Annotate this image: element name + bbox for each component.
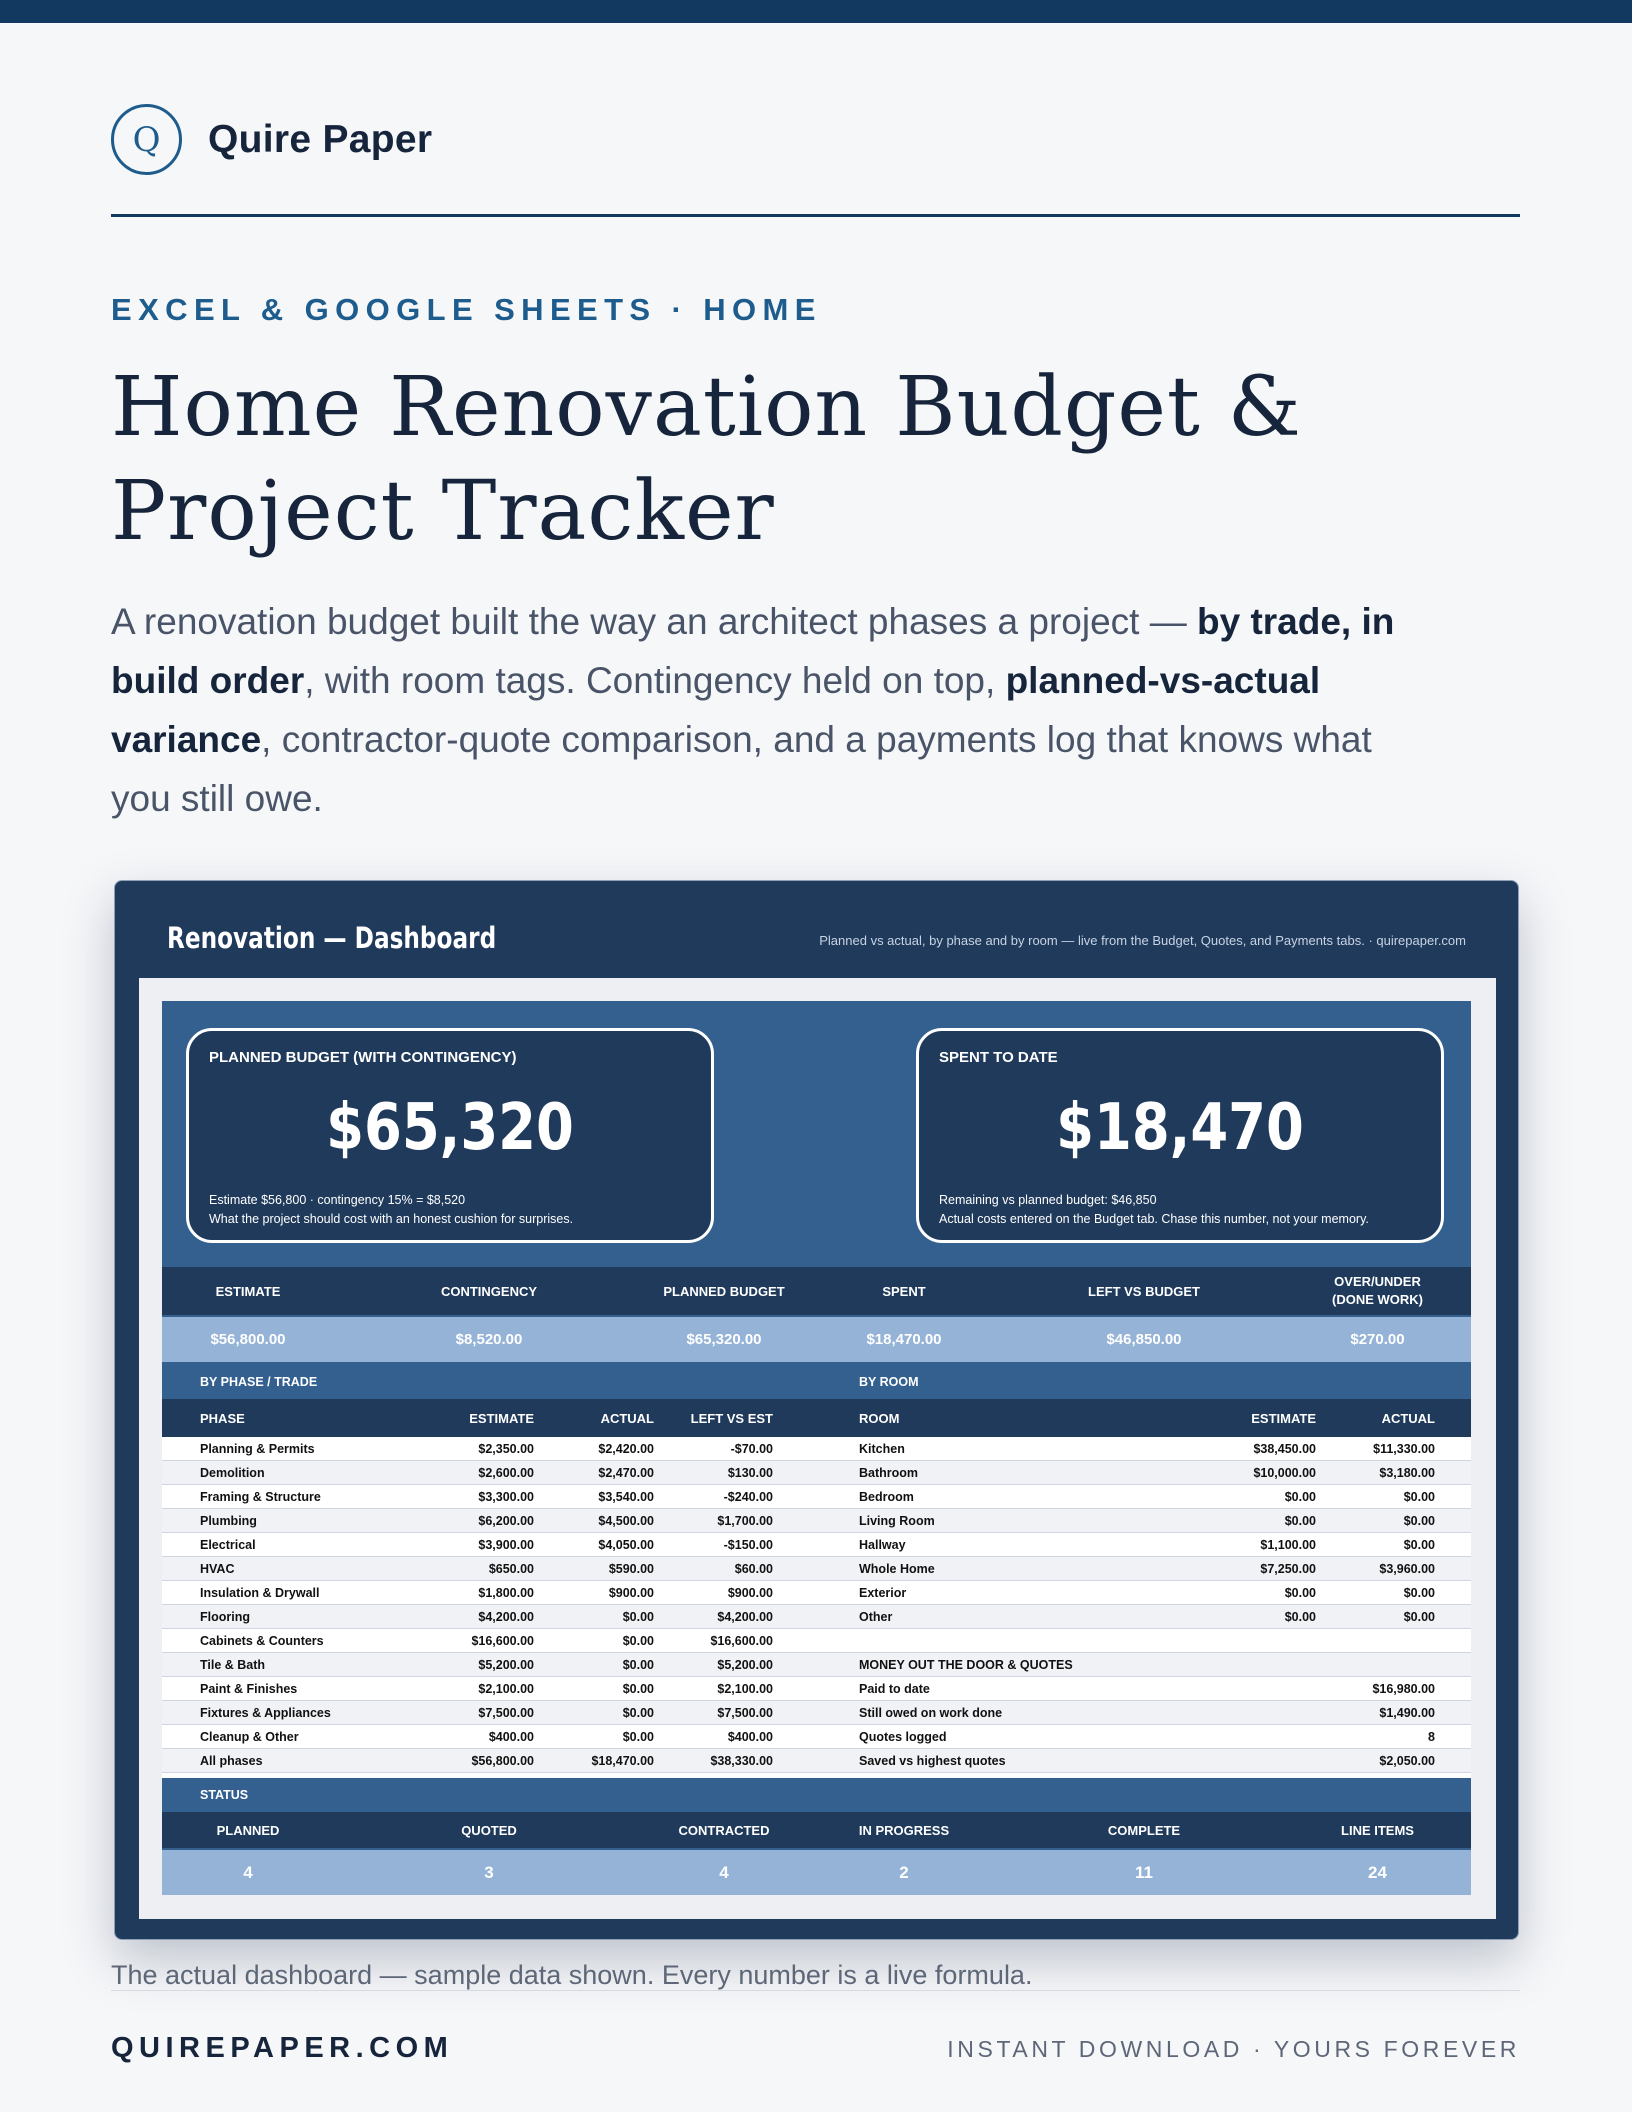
- planned-budget-label: PLANNED BUDGET (WITH CONTINGENCY): [209, 1049, 517, 1066]
- brand-name: Quire Paper: [208, 117, 433, 161]
- col-room-estimate: ESTIMATE: [1251, 1410, 1316, 1426]
- phase-estimate: $6,200.00: [478, 1514, 534, 1528]
- room-name: Living Room: [859, 1514, 935, 1528]
- status-header-row: [162, 1812, 1471, 1848]
- summary-value: $46,850.00: [1106, 1331, 1182, 1348]
- room-estimate: $1,100.00: [1260, 1538, 1316, 1552]
- status-value: 4: [243, 1862, 253, 1882]
- dashboard-screenshot: [114, 880, 1519, 1940]
- summary-value-row: [162, 1317, 1471, 1362]
- dashboard-subtitle: Planned vs actual, by phase and by room — live from the Budget, Quotes, and Payments tabs. · quirepaper.com: [819, 933, 1466, 948]
- phase-name: Planning & Permits: [200, 1442, 315, 1456]
- summary-header-over-under: [1284, 1273, 1471, 1309]
- room-actual: $0.00: [1403, 1538, 1435, 1552]
- table-row: [162, 1533, 1471, 1557]
- phase-actual: $18,470.00: [591, 1754, 654, 1768]
- phase-left-vs-est: -$240.00: [723, 1490, 773, 1504]
- table-row: [162, 1509, 1471, 1533]
- room-estimate: $0.00: [1284, 1586, 1316, 1600]
- phase-estimate: $16,600.00: [471, 1634, 534, 1648]
- summary-header: ESTIMATE: [215, 1283, 281, 1299]
- lede: [111, 592, 1421, 828]
- spent-card: [916, 1028, 1444, 1243]
- eyebrow: EXCEL & GOOGLE SHEETS · HOME: [111, 292, 822, 327]
- spent-note-1: Remaining vs planned budget: $46,850: [939, 1193, 1157, 1207]
- status-value: 11: [1135, 1862, 1153, 1882]
- phase-actual: $900.00: [608, 1586, 654, 1600]
- phase-actual: $0.00: [622, 1730, 654, 1744]
- phase-actual: $0.00: [622, 1706, 654, 1720]
- money-label: Quotes logged: [859, 1730, 947, 1744]
- summary-header: CONTINGENCY: [440, 1283, 538, 1299]
- col-room: ROOM: [859, 1410, 900, 1426]
- room-name: Exterior: [859, 1586, 907, 1600]
- phase-name: Insulation & Drywall: [200, 1586, 320, 1600]
- table-row: [162, 1653, 1471, 1677]
- money-value: $2,050.00: [1379, 1754, 1435, 1768]
- header-rule: [111, 214, 1520, 217]
- room-estimate: $0.00: [1284, 1610, 1316, 1624]
- title-line-2: Project Tracker: [111, 464, 775, 559]
- phase-actual: $2,470.00: [598, 1466, 654, 1480]
- footer-site-link[interactable]: QUIREPAPER.COM: [111, 2032, 454, 2064]
- phase-actual: $2,420.00: [598, 1442, 654, 1456]
- summary-value: $270.00: [1350, 1331, 1405, 1348]
- room-actual: $3,960.00: [1379, 1562, 1435, 1576]
- room-actual: $0.00: [1403, 1490, 1435, 1504]
- status-value-row: [162, 1850, 1471, 1895]
- phase-name: Demolition: [200, 1466, 265, 1480]
- table-row: [162, 1557, 1471, 1581]
- phase-estimate: $1,800.00: [478, 1586, 534, 1600]
- summary-header: SPENT: [882, 1283, 926, 1299]
- phase-name: Cabinets & Counters: [200, 1634, 324, 1648]
- money-label: Paid to date: [859, 1682, 930, 1696]
- spent-label: SPENT TO DATE: [939, 1049, 1058, 1066]
- phase-left-vs-est: -$150.00: [723, 1538, 773, 1552]
- phase-name: Flooring: [200, 1610, 250, 1624]
- phase-left-vs-est: $1,700.00: [717, 1514, 773, 1528]
- phase-actual: $0.00: [622, 1610, 654, 1624]
- lede-text-2: , with room tags. Contingency held on top,: [304, 660, 1006, 701]
- phase-left-vs-est: $38,330.00: [710, 1754, 773, 1768]
- page-title: [111, 356, 1411, 564]
- money-label: Saved vs highest quotes: [859, 1754, 1006, 1768]
- phase-name: Paint & Finishes: [200, 1682, 298, 1696]
- room-actual: $0.00: [1403, 1586, 1435, 1600]
- phase-name: Fixtures & Appliances: [200, 1706, 331, 1720]
- status-header: IN PROGRESS: [858, 1822, 950, 1838]
- status-header: PLANNED: [216, 1822, 280, 1838]
- summary-header-line-2: (DONE WORK): [1332, 1292, 1423, 1307]
- col-phase-estimate: ESTIMATE: [469, 1410, 534, 1426]
- room-actual: $0.00: [1403, 1610, 1435, 1624]
- phase-left-vs-est: $2,100.00: [717, 1682, 773, 1696]
- status-header: QUOTED: [461, 1822, 517, 1838]
- status-header: COMPLETE: [1107, 1822, 1181, 1838]
- phase-actual: $3,540.00: [598, 1490, 654, 1504]
- planned-budget-card: [186, 1028, 714, 1243]
- money-value: $1,490.00: [1379, 1706, 1435, 1720]
- room-actual: $3,180.00: [1379, 1466, 1435, 1480]
- status-value: 24: [1368, 1862, 1387, 1882]
- planned-budget-note-2: What the project should cost with an honest cushion for surprises.: [209, 1212, 574, 1226]
- col-phase: PHASE: [200, 1410, 245, 1426]
- phase-estimate: $2,100.00: [478, 1682, 534, 1696]
- table-row: [162, 1461, 1471, 1485]
- detail-table: [162, 1437, 1471, 1778]
- phase-estimate: $5,200.00: [478, 1658, 534, 1672]
- phase-estimate: $3,300.00: [478, 1490, 534, 1504]
- status-label: STATUS: [200, 1788, 249, 1802]
- phase-actual: $0.00: [622, 1658, 654, 1672]
- phase-name: All phases: [200, 1754, 263, 1768]
- top-accent-bar: [0, 0, 1632, 23]
- sheet-area: [139, 978, 1496, 1919]
- table-row: [162, 1437, 1471, 1461]
- room-actual: $11,330.00: [1373, 1442, 1435, 1456]
- room-actual: $0.00: [1403, 1514, 1435, 1528]
- summary-header: PLANNED BUDGET: [663, 1283, 785, 1299]
- status-header: LINE ITEMS: [1341, 1822, 1414, 1838]
- lede-text-3: , contractor-quote comparison, and a payments log that knows what you still owe.: [111, 719, 1372, 819]
- table-row: [162, 1581, 1471, 1605]
- status-header: CONTRACTED: [678, 1822, 770, 1838]
- phase-left-vs-est: $900.00: [727, 1586, 773, 1600]
- summary-header-line-1: OVER/UNDER: [1334, 1274, 1421, 1289]
- table-header-row: [162, 1399, 1471, 1437]
- q-logo-icon: Q: [111, 104, 182, 175]
- room-estimate: $7,250.00: [1260, 1562, 1316, 1576]
- phase-actual: $0.00: [622, 1634, 654, 1648]
- room-name: Other: [859, 1610, 893, 1624]
- lede-bold-1: by trade, in build order: [111, 601, 1395, 701]
- phase-name: HVAC: [200, 1562, 235, 1576]
- phase-actual: $4,050.00: [598, 1538, 654, 1552]
- by-phase-label: BY PHASE / TRADE: [200, 1375, 318, 1389]
- summary-header: LEFT VS BUDGET: [1088, 1283, 1200, 1299]
- planned-budget-note-1: Estimate $56,800 · contingency 15% = $8,520: [209, 1193, 466, 1207]
- summary-value: $18,470.00: [866, 1331, 942, 1348]
- money-label: Still owed on work done: [859, 1706, 1003, 1720]
- caption: The actual dashboard — sample data shown. Every number is a live formula.: [111, 1960, 1033, 1990]
- col-phase-actual: ACTUAL: [600, 1410, 654, 1426]
- money-section-label: MONEY OUT THE DOOR & QUOTES: [859, 1658, 1073, 1672]
- table-row: [162, 1677, 1471, 1701]
- spent-note-2: Actual costs entered on the Budget tab. Chase this number, not your memory.: [939, 1212, 1369, 1226]
- status-value: 4: [719, 1862, 729, 1882]
- footer-tagline: INSTANT DOWNLOAD · YOURS FOREVER: [947, 2036, 1520, 2062]
- section-labels-row: [162, 1365, 1471, 1399]
- phase-name: Framing & Structure: [200, 1490, 321, 1504]
- table-row: [162, 1629, 1471, 1653]
- dashboard-title: Renovation — Dashboard: [167, 921, 497, 955]
- dashboard-body: [162, 1001, 1471, 1895]
- phase-estimate: $3,900.00: [478, 1538, 534, 1552]
- phase-left-vs-est: $130.00: [727, 1466, 773, 1480]
- phase-estimate: $56,800.00: [471, 1754, 534, 1768]
- phase-name: Electrical: [200, 1538, 256, 1552]
- phase-actual: $0.00: [622, 1682, 654, 1696]
- phase-estimate: $2,350.00: [478, 1442, 534, 1456]
- phase-estimate: $400.00: [488, 1730, 534, 1744]
- planned-budget-value: $65,320: [326, 1091, 574, 1165]
- brand[interactable]: [111, 104, 432, 175]
- room-name: Hallway: [859, 1538, 906, 1552]
- phase-estimate: $7,500.00: [478, 1706, 534, 1720]
- by-room-label: BY ROOM: [859, 1375, 919, 1389]
- summary-header-row: [162, 1267, 1471, 1315]
- room-name: Kitchen: [859, 1442, 905, 1456]
- room-estimate: $0.00: [1284, 1490, 1316, 1504]
- table-row: [162, 1749, 1471, 1773]
- phase-name: Plumbing: [200, 1514, 257, 1528]
- status-label-row: [162, 1778, 1471, 1812]
- phase-actual: $4,500.00: [598, 1514, 654, 1528]
- col-phase-left: LEFT VS EST: [690, 1410, 773, 1426]
- room-name: Whole Home: [859, 1562, 935, 1576]
- phase-name: Cleanup & Other: [200, 1730, 299, 1744]
- phase-left-vs-est: $4,200.00: [717, 1610, 773, 1624]
- phase-left-vs-est: $5,200.00: [717, 1658, 773, 1672]
- lede-text-1: A renovation budget built the way an architect phases a project —: [111, 601, 1197, 642]
- phase-actual: $590.00: [608, 1562, 654, 1576]
- money-value: $16,980.00: [1372, 1682, 1435, 1696]
- summary-value: $8,520.00: [455, 1331, 523, 1348]
- table-row: [162, 1605, 1471, 1629]
- table-row: [162, 1725, 1471, 1749]
- phase-left-vs-est: $400.00: [727, 1730, 773, 1744]
- room-estimate: $10,000.00: [1253, 1466, 1316, 1480]
- footer-rule: [111, 1990, 1520, 1991]
- room-estimate: $38,450.00: [1253, 1442, 1316, 1456]
- phase-estimate: $2,600.00: [478, 1466, 534, 1480]
- phase-left-vs-est: -$70.00: [730, 1442, 773, 1456]
- room-name: Bedroom: [859, 1490, 914, 1504]
- phase-estimate: $4,200.00: [478, 1610, 534, 1624]
- phase-left-vs-est: $7,500.00: [717, 1706, 773, 1720]
- spent-value: $18,470: [1056, 1091, 1304, 1165]
- col-room-actual: ACTUAL: [1381, 1410, 1435, 1426]
- summary-value: $56,800.00: [210, 1331, 286, 1348]
- status-value: 2: [899, 1862, 909, 1882]
- title-line-1: Home Renovation Budget &: [111, 360, 1302, 455]
- room-estimate: $0.00: [1284, 1514, 1316, 1528]
- money-value: 8: [1428, 1730, 1435, 1744]
- summary-value: $65,320.00: [686, 1331, 762, 1348]
- room-name: Bathroom: [859, 1466, 919, 1480]
- lede-bold-2: planned-vs-actual variance: [111, 660, 1321, 760]
- status-value: 3: [484, 1862, 494, 1882]
- table-row: [162, 1485, 1471, 1509]
- phase-name: Tile & Bath: [200, 1658, 266, 1672]
- table-row: [162, 1701, 1471, 1725]
- phase-left-vs-est: $60.00: [734, 1562, 773, 1576]
- phase-left-vs-est: $16,600.00: [710, 1634, 773, 1648]
- phase-estimate: $650.00: [488, 1562, 534, 1576]
